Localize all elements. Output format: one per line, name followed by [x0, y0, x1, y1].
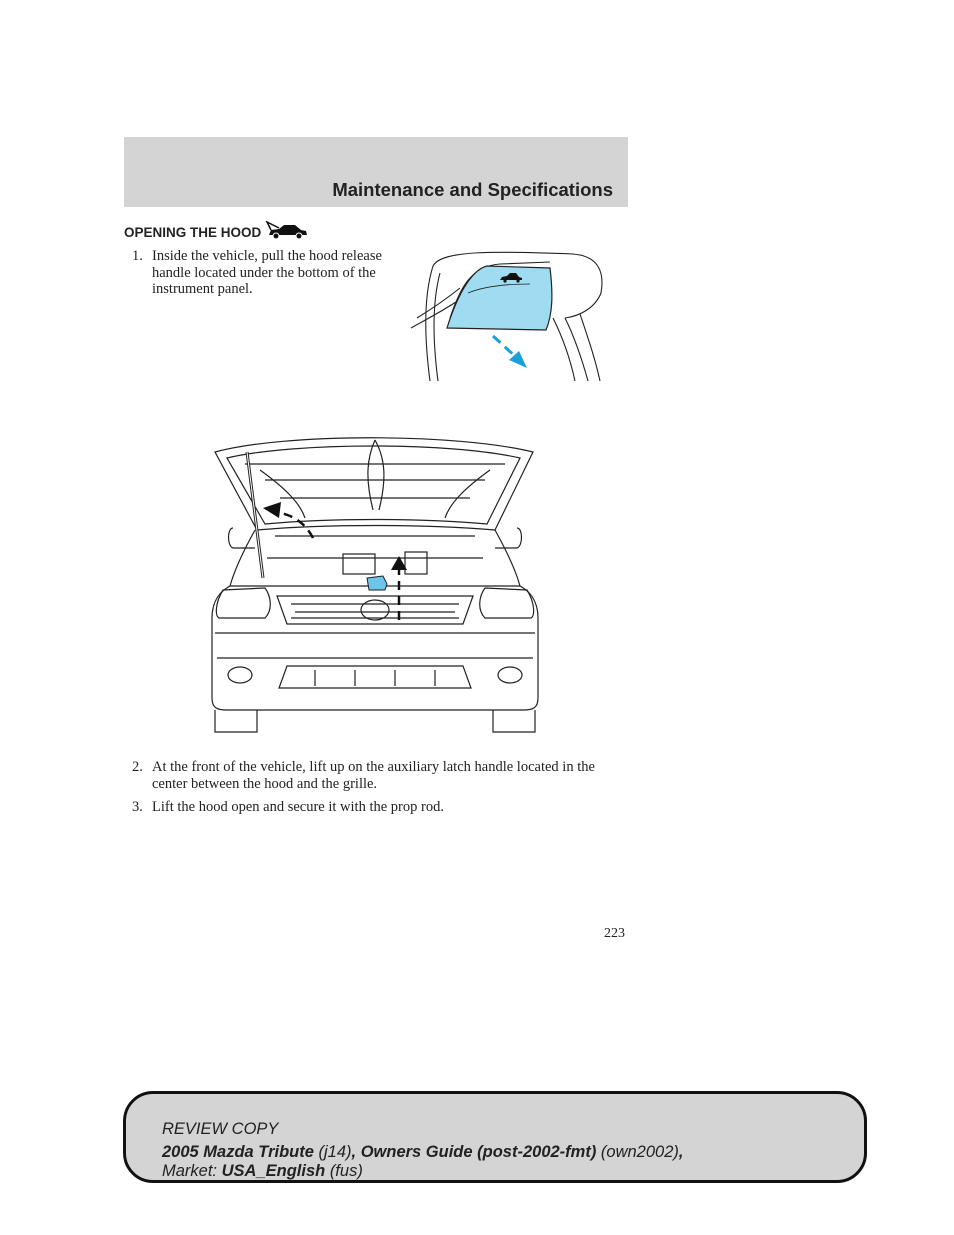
step-2 — [132, 759, 602, 792]
section-header-band — [124, 137, 628, 207]
page-number: 223 — [604, 926, 625, 941]
hood-release-handle-illustration — [405, 248, 615, 393]
review-copy-footer — [123, 1091, 867, 1183]
page-title: Maintenance and Specifications — [332, 179, 613, 200]
model-code: (j14) — [318, 1143, 352, 1161]
step-3 — [132, 799, 602, 816]
market-label: Market: — [162, 1162, 218, 1180]
section-heading — [124, 221, 309, 244]
model-name: 2005 Mazda Tribute — [162, 1143, 314, 1161]
market-code: (fus) — [329, 1162, 363, 1180]
hood-open-car-icon — [265, 221, 309, 244]
separator: , — [678, 1143, 684, 1161]
step-text: At the front of the vehicle, lift up on the auxiliary latch handle located in the center between the hood and the grille. — [152, 759, 595, 792]
step-1 — [132, 248, 387, 298]
section-heading-text: OPENING THE HOOD — [124, 225, 262, 240]
review-copy-label: REVIEW COPY — [162, 1120, 279, 1138]
step-text: Lift the hood open and secure it with the prop rod. — [152, 799, 444, 815]
separator: , — [351, 1143, 361, 1161]
step-text: Inside the vehicle, pull the hood release handle located under the bottom of the instrument panel. — [152, 248, 382, 297]
vehicle-front-hood-open-illustration — [205, 418, 545, 743]
step-number: 1. — [132, 248, 143, 264]
document-identifier — [162, 1143, 683, 1162]
step-number: 2. — [132, 759, 143, 775]
market-name: USA_English — [221, 1162, 326, 1180]
step-number: 3. — [132, 799, 143, 815]
guide-name: Owners Guide (post-2002-fmt) — [360, 1143, 597, 1161]
guide-code: (own2002) — [600, 1143, 679, 1161]
market-identifier — [162, 1162, 363, 1181]
